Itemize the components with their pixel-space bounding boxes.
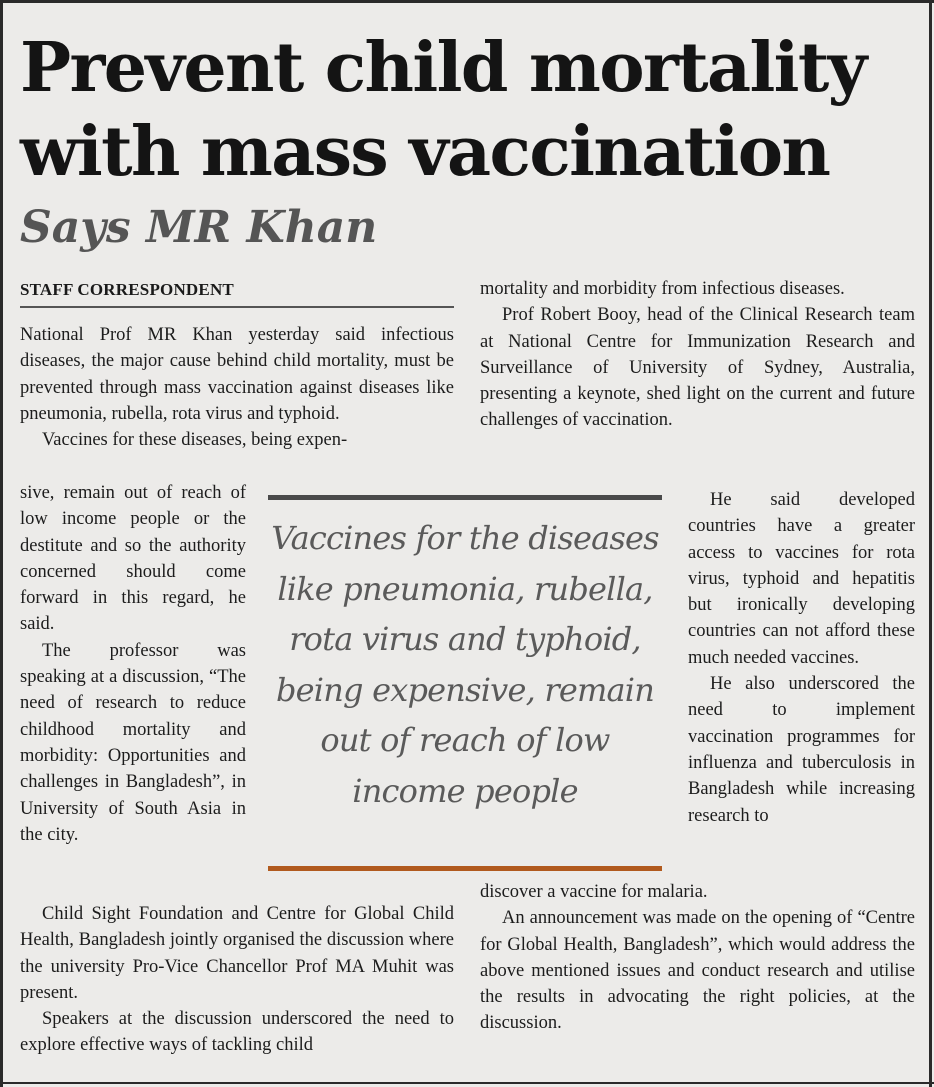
left-column-top <box>20 322 454 453</box>
paragraph: Child Sight Foundation and Centre for Global Child Health, Bangladesh jointly organised the discussion where the university Pro-Vice Chancellor Prof MA Muhit was present. <box>20 904 454 1003</box>
right-column-bottom <box>480 879 915 1037</box>
byline-rule <box>20 306 454 308</box>
paragraph: Vaccines for these diseases, being expen- <box>42 430 348 451</box>
byline: STAFF CORRESPONDENT <box>20 280 234 299</box>
right-column-top <box>480 276 915 434</box>
paragraph: The professor was speaking at a discussion, “The need of research to reduce childhood mortality and morbidity: Opportunities and challenges in Bangladesh”, in University of South Asia in the city. <box>20 640 246 845</box>
left-column-bottom <box>20 901 454 1059</box>
paragraph: He said developed countries have a greater access to vaccines for rota virus, typhoid and hepatitis but ironically developing countries can not afford these much needed vaccines. <box>688 490 915 668</box>
pull-quote: Vaccines for the diseases like pneumonia, rubella, rota virus and typhoid, being expensive, remain out of reach of low income people <box>271 519 659 810</box>
paragraph: discover a vaccine for malaria. <box>480 882 708 902</box>
paragraph: mortality and morbidity from infectious diseases. <box>480 279 845 299</box>
paragraph: An announcement was made on the opening of “Centre for Global Health, Bangladesh”, which would address the above mentioned issues and conduct research and utilise the results in advocating the right policies, at the discussion. <box>480 908 915 1034</box>
paragraph: He also underscored the need to implement vaccination programmes for influenza and tuberculosis in Bangladesh while increasing research to <box>688 674 915 826</box>
right-border <box>929 0 932 1087</box>
headline: Prevent child mortality with mass vaccination <box>20 28 866 192</box>
left-column-narrow <box>20 480 246 848</box>
top-border <box>0 0 934 3</box>
paragraph: sive, remain out of reach of low income people or the destitute and so the authority concerned should come forward in this regard, he said. <box>20 483 246 635</box>
paragraph: National Prof MR Khan yesterday said infectious diseases, the major cause behind child mortality, must be prevented through mass vaccination against diseases like pneumonia, rubella, rota virus and typhoid. <box>20 325 454 424</box>
paragraph: Speakers at the discussion underscored the need to explore effective ways of tackling child <box>20 1009 454 1056</box>
pull-quote-rule-top <box>268 495 662 500</box>
left-border <box>0 0 3 1087</box>
kicker: Says MR Khan <box>20 202 378 253</box>
right-column-narrow <box>688 487 915 829</box>
bottom-border <box>0 1082 934 1084</box>
paragraph: Prof Robert Booy, head of the Clinical Research team at National Centre for Immunization Research and Surveillance of University of Sydney, Australia, presenting a keynote, shed light on the current and future challenges of vaccination. <box>480 305 915 431</box>
pull-quote-rule-bottom <box>268 866 662 871</box>
